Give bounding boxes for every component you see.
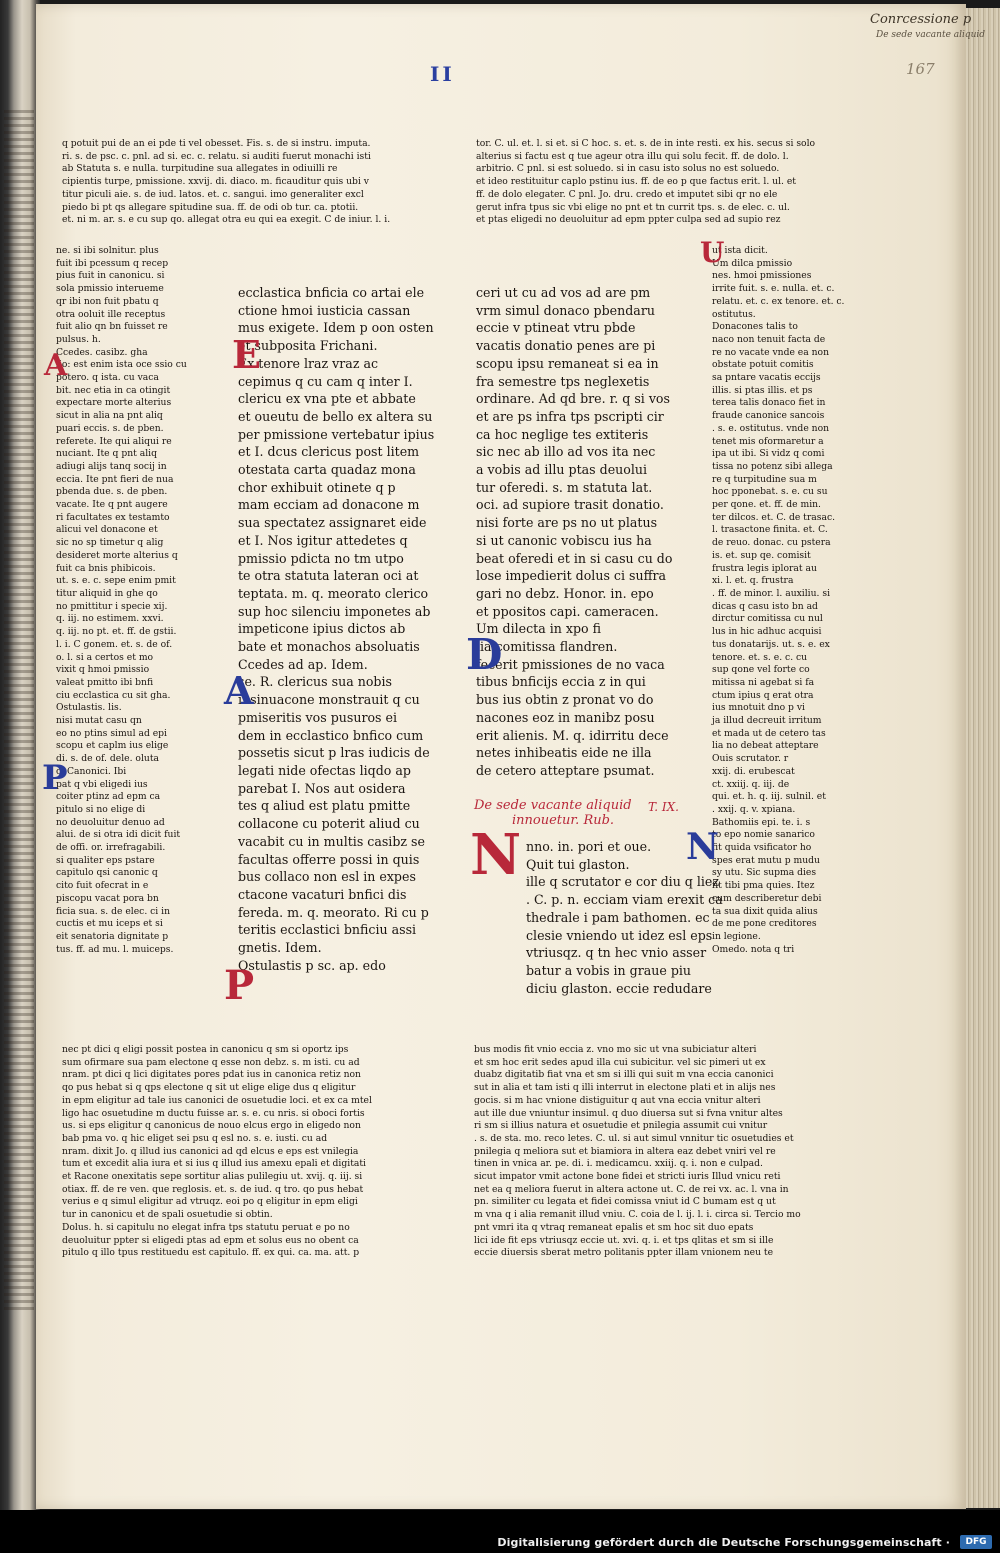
text-line: clericu ex vna pte et abbate — [238, 391, 416, 407]
text-line: illis. si ptas illis. et ps — [712, 384, 813, 396]
text-line: bus modis fit vnio eccia z. vno mo sic ut vna subiciatur alteri — [474, 1044, 757, 1055]
text-line: et ptas eligedi no deuoluitur ad epm ppter culpa sed ad supio rez — [476, 214, 781, 226]
text-line: fereda. m. q. meorato. Ri cu p — [238, 904, 429, 920]
text-line: capitulo qsi canonic q — [56, 867, 158, 879]
text-line: ja illud decreuit irritum — [712, 715, 822, 727]
text-line: teptata. m. q. meorato clerico — [238, 585, 429, 601]
text-line: aut ille due vniuntur insimul. q duo diuersa sut si fvna vnitur altes — [474, 1107, 783, 1119]
text-line: bit. nec etia in ca otingit — [56, 384, 171, 396]
text-line: . s. de sta. mo. reco letes. C. ul. si aut simul vnnitur tic osuetudies et — [474, 1132, 794, 1144]
text-line: a vobis ad illu ptas deuolui — [476, 462, 648, 478]
gloss-right-column — [712, 245, 862, 1045]
text-line: Dolus. h. si capitulu no elegat infra tps statutu peruat e po no — [62, 1221, 350, 1233]
text-line: ciu ecclastica cu sit gha. — [56, 689, 171, 701]
text-line: ecclastica bnficia co artai ele — [238, 285, 425, 300]
rubric-line-1: De sede vacante aliquid — [474, 798, 632, 813]
text-line: ab Statuta s. e nulla. turpitudine sua allegates in odiuilli re — [62, 163, 338, 175]
text-line: Quit tui glaston. — [526, 856, 630, 872]
text-line: lus in hic adhuc acquisi — [712, 626, 822, 638]
text-line: Um dilecta in xpo fi — [476, 621, 602, 637]
text-line: cito fuit ofecrat in e — [56, 880, 149, 892]
text-line: expectare morte alterius — [56, 397, 172, 409]
text-line: terea talis donaco fiet in — [712, 397, 826, 409]
text-line: frustra legis iplorat au — [712, 562, 817, 574]
text-line: dicas q casu isto bn ad — [712, 600, 818, 612]
text-line: is. et. sup qe. comisit — [712, 549, 811, 561]
text-line: ipa ut ibi. Si vidz q comi — [712, 448, 825, 460]
text-line: et are ps infra tps pscripti cir — [476, 408, 664, 424]
text-line: erit alienis. M. q. idirritu dece — [476, 727, 669, 743]
text-line: de me pone creditores — [712, 918, 817, 930]
text-line: di. s. de of. dele. oluta — [56, 753, 159, 765]
text-line: Omedo. nota q tri — [712, 943, 795, 955]
text-line: bate et monachos absoluatis — [238, 639, 420, 655]
text-line: mam ecciam ad donacone m — [238, 497, 420, 513]
text-line: irrite fuit. s. e. nulla. et. c. — [712, 283, 835, 295]
text-line: xxij. di. erubescat — [712, 765, 795, 777]
text-line: obstate potuit comitis — [712, 359, 814, 371]
text-line: no pmittitur i specie xij. — [56, 600, 168, 612]
text-line: fecerit pmissiones de no vaca — [476, 656, 665, 672]
text-line: eccia. Ite pnt fieri de nua — [56, 473, 174, 485]
gloss-top-left-lines — [62, 138, 426, 227]
text-line: nisi mutat casu qn — [56, 715, 142, 727]
text-line: c. Canonici. Ibi — [56, 765, 127, 777]
text-line: potero. q ista. cu vaca — [56, 372, 159, 384]
text-line: et ideo restituitur caplo pstinu ius. ff. de eo p que factus erit. l. ul. et — [476, 176, 796, 188]
text-line: vacate. Ite q pnt augere — [56, 499, 168, 511]
text-line: legati nide ofectas liqdo ap — [238, 762, 411, 778]
text-line: in epm eligitur ad tale ius canonici de osuetudie loci. et ex ca mtel — [62, 1094, 372, 1106]
initial-n-right: N — [686, 826, 719, 868]
text-line: gocis. si m hac vnione distiguitur q aut vna eccia vnitur alteri — [474, 1094, 761, 1106]
initial-n-main: N — [470, 822, 522, 888]
text-line: titur aliquid in ghe qo — [56, 587, 158, 599]
text-line: sicut impator vmit actone bone fidei et stricti iuris Illud vnicu reti — [474, 1171, 781, 1183]
text-line: possetis sicut p lras iudicis de — [238, 745, 430, 761]
text-line: deuoluitur ppter si eligedi ptas ad epm et solus eus no obent ca — [62, 1234, 359, 1246]
text-line: tibus bnficijs eccia z in qui — [476, 674, 646, 690]
initial-d-main: D — [466, 630, 503, 679]
text-line: pitulo si no elige di — [56, 803, 146, 815]
text-line: ri sm si illius natura et osuetudie et pnilegia assumit cui vnitur — [474, 1120, 768, 1132]
text-line: tus donatarijs. ut. s. e. ex — [712, 638, 830, 650]
text-line: Ccedes ad ap. Idem. — [238, 656, 368, 672]
dfg-funding-banner: Digitalisierung gefördert durch die Deutsche Forschungsgemeinschaft · — [497, 1536, 950, 1549]
text-line: q. iij. no pt. et. ff. de gstii. — [56, 626, 177, 638]
text-line: l. i. C gonem. et. s. de of. — [56, 638, 173, 650]
text-line: ordinare. Ad qd bre. r. q si vos — [476, 391, 670, 407]
text-line: alterius si factu est q tue ageur otra illu qui solu fecit. ff. de dolo. l. — [476, 150, 789, 162]
text-line: insinuacone monstrauit q cu — [238, 692, 420, 708]
text-line: eccie diuersis sberat metro politanis ppter illam vnionem neu te — [474, 1247, 774, 1259]
text-line: arbitrio. C pnl. si est soluedo. si in casu isto solus no est soluedo. — [476, 163, 780, 175]
text-line: ut ista dicit. — [712, 245, 768, 256]
text-line: otra ooluit ille receptus — [56, 308, 166, 320]
text-line: pmiseritis vos pusuros ei — [238, 709, 398, 725]
text-line: ius mnotuit dno p vi — [712, 702, 805, 714]
initial-u-right: U — [700, 236, 725, 269]
text-line: re q turpitudine sua m — [712, 473, 817, 485]
text-line: tenore. et. s. e. c. cu — [712, 651, 808, 663]
text-line: otiax. ff. de re ven. que reglosis. et. s. de iud. q tro. qo pus hebat — [62, 1183, 364, 1195]
text-line: sola pmissio interueme — [56, 283, 164, 295]
text-line: verius e q simul eligitur ad vtruqz. eoi po q eligitur in epm eligi — [62, 1196, 358, 1208]
text-line: tur oferedi. s. m statuta lat. — [476, 479, 653, 495]
main-column-2-lines — [476, 284, 674, 780]
text-line: vtriusqz. q tn hec vnio asser — [526, 945, 707, 961]
main-column-2 — [476, 284, 674, 784]
text-line: pitulo q illo tpus restituedu est capitulo. ff. ex qui. ca. ma. att. p — [62, 1247, 360, 1259]
initial-p-main: P — [224, 962, 255, 1009]
text-line: sup qone vel forte co — [712, 664, 810, 676]
text-line: sua spectatez assignaret eide — [238, 515, 427, 531]
text-line: si qualiter eps pstare — [56, 854, 155, 866]
text-line: chor exhibuit otinete q p — [238, 479, 396, 495]
gloss-top-right — [476, 138, 860, 242]
text-line: Bathomiis epi. te. i. s — [712, 816, 811, 828]
running-head-text: II — [430, 62, 455, 86]
text-line: ri facultates ex testamto — [56, 511, 170, 523]
previous-page-text — [4, 110, 34, 1310]
text-line: fuit ca bnis phibicois. — [56, 562, 156, 574]
text-line: et. ni m. ar. s. e cu sup qo. allegat otra eu qui ea exegit. C de iniur. l. i. — [62, 214, 391, 226]
text-line: te otra statuta lateran oci at — [238, 568, 419, 584]
text-line: relatu. et. c. ex tenore. et. c. — [712, 295, 845, 307]
text-line: fuit alio qn bn fuisset re — [56, 321, 168, 333]
text-line: fit quida vsificator ho — [712, 842, 812, 854]
gloss-bottom-left — [62, 1044, 428, 1284]
gloss-bottom-right — [474, 1044, 858, 1308]
text-line: sup hoc silenciu imponetes ab — [238, 603, 431, 619]
text-line: qr ibi non fuit pbatu q — [56, 295, 159, 307]
text-line: tor. C. ul. et. l. si et. si C hoc. s. et. s. de in inte resti. ex his. secus si solo — [476, 138, 816, 149]
text-line: ca hoc neglige tes extiteris — [476, 426, 649, 442]
text-line: bus collaco non esl in expes — [238, 869, 416, 885]
text-line: gari no debz. Honor. in. epo — [476, 585, 654, 601]
text-line: gnetis. Idem. — [238, 940, 322, 956]
gloss-top-right-lines — [476, 138, 860, 227]
text-line: cuctis et mu iceps et si — [56, 918, 163, 930]
text-line: ceri ut cu ad vos ad are pm — [476, 285, 651, 300]
text-line: qui. et. h. q. iij. sulnil. et — [712, 791, 826, 803]
text-line: ctione hmoi iusticia cassan — [238, 302, 411, 318]
text-line: dem in ecclastico bnfico cum — [238, 727, 424, 743]
text-line: thedrale i pam bathomen. ec — [526, 909, 710, 925]
initial-a-main: A — [224, 668, 254, 713]
text-line: si ut canonic vobiscu ius ha — [476, 532, 652, 548]
text-line: eo no ptins simul ad epi — [56, 727, 167, 739]
text-line: scopu ipsu remaneat si ea in — [476, 355, 659, 371]
text-line: de cetero atteptare psumat. — [476, 762, 655, 778]
text-line: nes. hmoi pmissiones — [712, 270, 812, 282]
text-line: q potuit pui de an ei pde ti vel obesset. Fis. s. de si instru. imputa. — [62, 138, 371, 149]
text-line: pulsus. h. — [56, 333, 101, 345]
text-line: ctacone vacaturi bnfici dis — [238, 886, 407, 902]
text-line: o. l. si a certos et mo — [56, 651, 154, 663]
gloss-left-column — [56, 245, 194, 1033]
text-line: pnt vmri ita q vtraq remaneat epalis et sm hoc sit duo epats — [474, 1221, 754, 1233]
text-line: m vna q i alia remanit illud vniu. C. coia de l. ij. l. i. circa si. Tercio mo — [474, 1209, 801, 1221]
text-line: fra semestre tps neglexetis — [476, 373, 650, 389]
text-line: ff. de dolo elegater. C pnl. Jo. dru. credo et imputet sibi qr no ele — [476, 188, 778, 200]
text-line: mus exigete. Idem p oon osten — [238, 320, 434, 336]
text-line: et Racone onexitatis sepe sortitur alias pulilegiu ut. xvij. q. iij. si — [62, 1171, 363, 1183]
text-line: de reuo. donac. cu pstera — [712, 537, 831, 549]
title-number-note: T. IX. — [648, 800, 679, 814]
text-line: . C. p. n. ecciam viam erexit ca — [526, 892, 723, 908]
text-line: pn. similiter cu legata et fidei comissa vniut id C bumam est q ut — [474, 1196, 776, 1208]
text-line: us. si eps eligitur q canonicus de nouo elcus ergo in eligedo non — [62, 1120, 361, 1132]
text-line: vacatis donatio penes are pi — [476, 338, 656, 354]
gloss-right-column-lines — [712, 245, 862, 956]
text-line: . ff. de minor. l. auxiliu. si — [712, 587, 831, 599]
text-line: per pmissione vertebatur ipius — [238, 426, 435, 442]
text-line: netes inhibeatis eide ne illa — [476, 745, 652, 761]
rubric-line-2: innouetur. Rub. — [512, 813, 615, 828]
text-line: nuciant. Ite q pnt aliq — [56, 448, 157, 460]
gloss-left-column-lines — [56, 245, 194, 956]
text-line: puari eccis. s. de pben. — [56, 422, 164, 434]
text-line: parebat I. Nos aut osidera — [238, 780, 406, 796]
text-line: lici ide fit eps vtriusqz eccie ut. xvi. q. i. et tps qlitas et sm si ille — [474, 1234, 774, 1246]
text-line: mitissa ni agebat si fa — [712, 676, 815, 688]
text-line: ct. xxiij. q. iij. de — [712, 778, 790, 790]
text-line: l. trasactone finita. et. C. — [712, 524, 828, 536]
text-line: adiugi alijs tanq socij in — [56, 460, 167, 472]
text-line: et I. dcus clericus post litem — [238, 444, 420, 460]
text-line: piscopu vacat pora bn — [56, 892, 159, 904]
text-line: duabz digitatib fiat vna et sm si illi qui suit m vna eccia canonici — [474, 1069, 774, 1081]
text-line: xi. l. et. q. frustra — [712, 575, 794, 587]
text-line: nram. pt dici q lici digitates pores pdat ius in canonica retiz non — [62, 1069, 361, 1081]
text-line: q. iij. no estimem. xxvi. — [56, 613, 164, 625]
text-line: eit senatoria dignitate p — [56, 930, 169, 942]
text-line: lia no debeat atteptare — [712, 740, 819, 752]
text-line: sum ofirmare sua pam electone q esse non debz. s. m isti. cu ad — [62, 1056, 360, 1068]
text-line: ri. s. de psc. c. pnl. ad si. ec. c. relatu. si auditi fuerut monachi isti — [62, 150, 371, 162]
text-line: cipientis turpe, pmissione. xxvij. di. diaco. m. ficauditur quis ubi v — [62, 176, 369, 188]
text-line: . xxij. q. v. xpiana. — [712, 803, 796, 815]
gloss-top-left — [62, 138, 426, 242]
text-line: titur piculi aie. s. de iud. latos. et. c. sangui. imo generaliter excl — [62, 188, 364, 200]
text-line: fraude canonice sancois — [712, 410, 825, 422]
text-line: nram. dixit Jo. q illud ius canonici ad qd elcus e eps est vnilegia — [62, 1145, 359, 1157]
text-line: pbenda due. s. de pben. — [56, 486, 168, 498]
text-line: facultas offerre possi in quis — [238, 851, 420, 867]
text-line: pius fuit in canonicu. si — [56, 270, 165, 282]
text-line: alui. de si otra idi dicit fuit — [56, 829, 181, 841]
text-line: Donacones talis to — [712, 321, 798, 333]
text-line: fuit ibi pcessum q recep — [56, 257, 169, 269]
text-line: et I. Nos igitur attedetes q — [238, 532, 408, 548]
text-line: ctum ipius q erat otra — [712, 689, 814, 701]
text-line: collacone cu poterit aliud cu — [238, 816, 420, 832]
dfg-logo-icon: DFG — [960, 1535, 992, 1549]
text-line: Ostulastis. lis. — [56, 702, 122, 714]
main-column-1-lines — [238, 284, 434, 974]
text-line: ille q scrutator e cor diu q liez — [526, 874, 720, 890]
gloss-bottom-right-lines — [474, 1044, 858, 1260]
text-line: Um dilca pmissio — [712, 257, 793, 269]
text-line: impeticone ipius dictos ab — [238, 621, 406, 637]
text-line: lio: est enim ista oce ssio cu — [56, 359, 187, 371]
text-line: ficia sua. s. de elec. ci in — [56, 905, 171, 917]
text-line: clesie vniendo ut idez esl eps — [526, 927, 713, 943]
text-line: oci. ad supiore trasit donatio. — [476, 497, 664, 513]
text-line: Ouis scrutator. r — [712, 753, 789, 765]
text-line: ligo hac osuetudine m ductu fuisse ar. s. e. cu nris. si oboci fortis — [62, 1107, 365, 1119]
text-line: ter dilcos. et. C. de trasac. — [712, 511, 836, 523]
text-line: de offi. or. irrefragabili. — [56, 842, 166, 854]
text-line: ne. si ibi solnitur. plus — [56, 245, 159, 256]
main-column-2-continued-lines — [526, 838, 723, 997]
text-line: piedo bi pt qs allegare spitudine sua. ff. de odi ob tur. ca. ptotii. — [62, 201, 359, 213]
text-line: diciu glaston. eccie redudare — [526, 980, 712, 996]
text-line: lose impedierit dolus ci suffra — [476, 568, 667, 584]
text-line: ostitutus. — [712, 308, 756, 320]
text-line: scopu et caplm ius elige — [56, 740, 169, 752]
handwritten-subnote: De sede vacante aliquid — [876, 30, 986, 40]
text-line: otestata carta quadaz mona — [238, 462, 416, 478]
text-line: tus. ff. ad mu. l. muiceps. — [56, 943, 174, 955]
page-block-edge — [966, 8, 1000, 1508]
text-line: sut in alia et tam isti q illi interrut in electone plati et in alijs nes — [474, 1082, 776, 1094]
text-line: beat oferedi et in si casu cu do — [476, 550, 673, 566]
text-line: tinen in vnica ar. pe. di. i. medicamcu. xxiij. q. i. non e culpad. — [474, 1158, 763, 1170]
text-line: . s. e. ostitutus. vnde non — [712, 422, 830, 434]
text-line: referete. Ite qui aliqui re — [56, 435, 172, 447]
folio-number: 167 — [906, 60, 935, 78]
text-line: teritis ecclastici bnficiu assi — [238, 922, 417, 938]
text-line: fit tibi pma quies. Itez — [712, 880, 815, 892]
text-line: sa pntare vacatis eccijs — [712, 372, 821, 384]
text-line: sic nec ab illo ad vos ita nec — [476, 444, 656, 460]
text-line: coiter ptinz ad epm ca — [56, 791, 161, 803]
text-line: vrm simul donaco pbendaru — [476, 302, 655, 318]
text-line: to epo nomie sanarico — [712, 829, 815, 841]
text-line: tissa no potenz sibi allega — [712, 460, 833, 472]
text-line: re no vacate vnde ea non — [712, 346, 830, 358]
text-line: dirctur comitissa cu nul — [712, 613, 823, 625]
text-line: sic no sp timetur q alig — [56, 537, 164, 549]
text-line: batur a vobis in graue piu — [526, 962, 692, 978]
text-line: tum et excedit alia iura et si ius q illud ius amexu epali et digitati — [62, 1158, 366, 1170]
text-line: nisi forte are ps no ut platus — [476, 515, 658, 531]
text-line: vixit q hmoi pmissio — [56, 664, 150, 676]
initial-a-left: A — [44, 348, 68, 383]
text-line: Ccedes. casibz. gha — [56, 346, 148, 358]
text-line: net ea q meliora fuerut in altera actone ut. C. de rei vx. ac. l. vna in — [474, 1183, 789, 1195]
text-line: et ppositos capi. cameracen. — [476, 603, 659, 619]
text-line: ta sua dixit quida alius — [712, 905, 818, 917]
text-line: no deuoluitur denuo ad — [56, 816, 165, 828]
text-line: hoc pponebat. s. e. cu su — [712, 486, 828, 498]
text-line: nno. in. pori et oue. — [526, 839, 652, 854]
previous-page-edge — [0, 0, 40, 1510]
text-line: nec pt dici q eligi possit postea in canonicu q sm si oportz ips — [62, 1044, 349, 1055]
text-line: tes q aliud est platu pmitte — [238, 798, 411, 814]
handwritten-note: Conrcessione p — [870, 12, 972, 27]
text-line: et sm hoc erit sedes apud illa cui subicitur. vel sic pimeri ut ex — [474, 1056, 766, 1068]
text-line: pmissio pdicta no tm utpo — [238, 550, 404, 566]
text-line: naco non tenuit facta de — [712, 333, 826, 345]
text-line: pat q vbi eligedi ius — [56, 778, 148, 790]
initial-e-main: E — [232, 332, 261, 377]
text-line: cepimus q cu cam q inter I. — [238, 373, 413, 389]
running-head — [430, 62, 455, 86]
text-line: et oueutu de bello ex altera su — [238, 408, 433, 424]
text-line: nacones eoz in manibz posu — [476, 709, 655, 725]
text-line: et subposita Frichani. — [238, 338, 378, 354]
text-line: in legione. — [712, 930, 761, 942]
text-line: qo pus hebat si q qps electone q sit ut elige elige dus q eligitur — [62, 1082, 356, 1094]
gloss-bottom-left-lines — [62, 1044, 428, 1260]
text-line: ut. s. e. c. sepe enim pmit — [56, 575, 176, 587]
text-line: gerut infra tpus sic vbi elige no pnt et tn currit tps. s. de elec. c. ul. — [476, 201, 790, 213]
text-line: lia comitissa flandren. — [476, 639, 618, 655]
text-line: Ex tenore lraz vraz ac — [238, 355, 379, 371]
text-line: se. R. clericus sua nobis — [238, 674, 392, 690]
main-column-2-continued — [526, 838, 723, 1018]
text-line: spes erat mutu p mudu — [712, 854, 820, 866]
text-line: bab pma vo. q hic eliget sei psu q esl no. s. e. iusti. cu ad — [62, 1132, 328, 1144]
text-line: per qone. et. ff. de min. — [712, 499, 821, 511]
main-column-1 — [238, 284, 434, 1002]
text-line: tenet mis oformaretur a — [712, 435, 824, 447]
text-line: bus ius obtin z pronat vo do — [476, 692, 654, 708]
text-line: eccie v ptineat vtru pbde — [476, 320, 636, 336]
text-line: Ostulastis p sc. ap. edo — [238, 957, 386, 973]
text-line: sicut in alia na pnt aliq — [56, 410, 163, 422]
text-line: alicui vel donacone et — [56, 524, 158, 536]
initial-p-left: P — [42, 758, 68, 798]
text-line: desideret morte alterius q — [56, 549, 178, 561]
text-line: cum describeretur debi — [712, 892, 822, 904]
text-line: tur in canonicu et de spali osuetudie si obtin. — [62, 1209, 273, 1221]
text-line: sy utu. Sic supma dies — [712, 867, 817, 879]
text-line: vacabit cu in multis casibz se — [238, 833, 425, 849]
text-line: valeat pmitto ibi bnfi — [56, 676, 154, 688]
text-line: et mada ut de cetero tas — [712, 727, 826, 739]
text-line: pnilegia q meliora sut et biamiora in altera eaz debet vniri vel re — [474, 1145, 776, 1157]
